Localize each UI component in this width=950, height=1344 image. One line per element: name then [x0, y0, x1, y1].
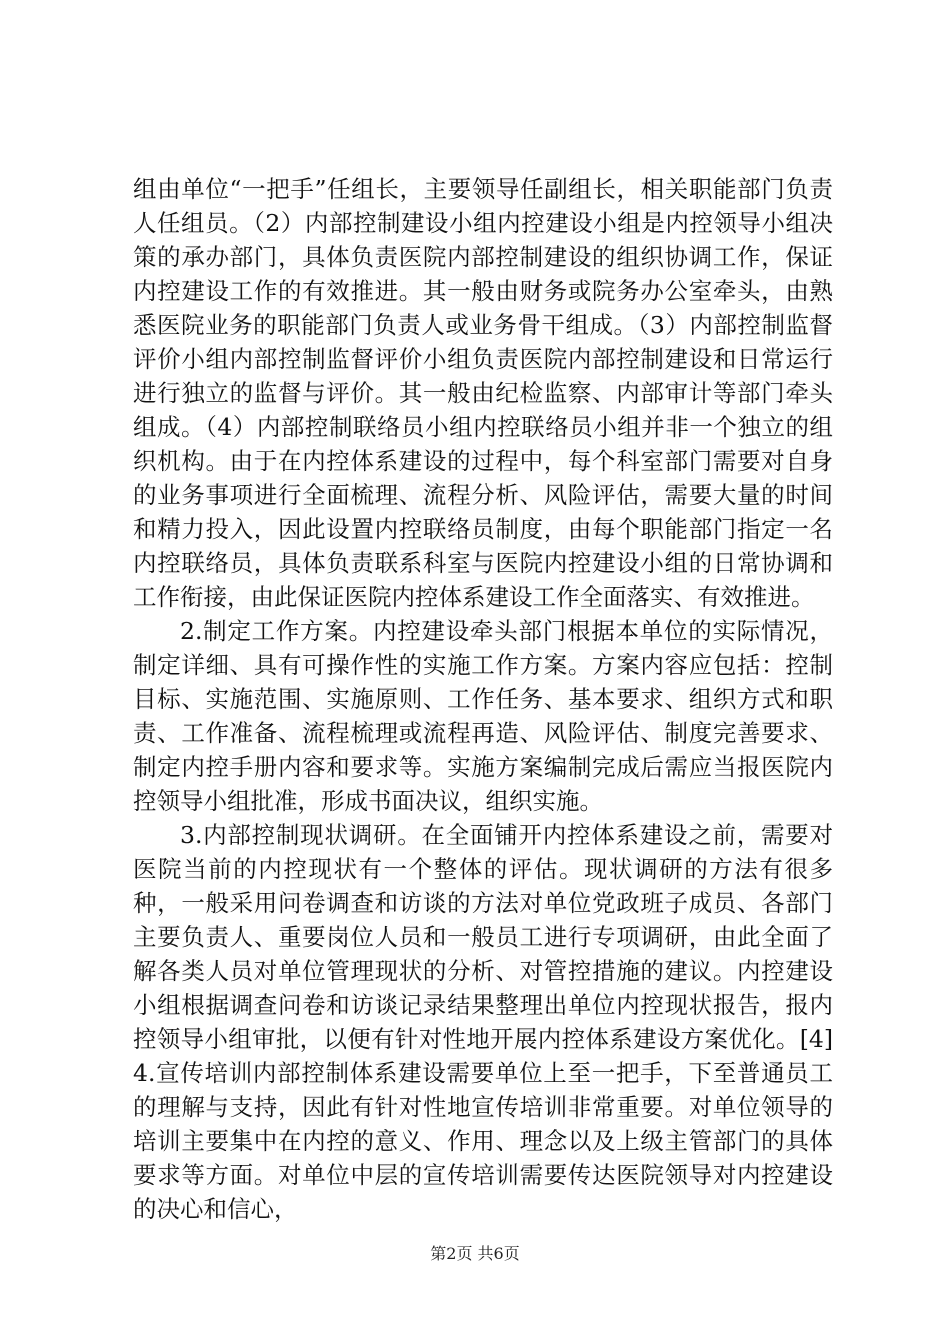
paragraph-1: 组由单位“一把手”任组长，主要领导任副组长，相关职能部门负责人任组员。（2）内部控制建设小组内控建设小组是内控领导小组决策的承办部门，具体负责医院内部控制建设的组织协调工作，保证内控建设工作的有效推进。其一般由财务或院务办公室牵头，由熟悉医院业务的职能部门负责人或业务骨干组成。（3）内部控制监督评价小组内部控制监督评价小组负责医院内部控制建设和日常运行进行独立的监督与评价。其一般由纪检监察、内部审计等部门牵头组成。（4）内部控制联络员小组内控联络员小组并非一个独立的组织机构。由于在内控体系建设的过程中，每个科室部门需要对自身的业务事项进行全面梳理、流程分析、风险评估，需要大量的时间和精力投入，因此设置内控联络员制度，由每个职能部门指定一名内控联络员，具体负责联系科室与医院内控建设小组的日常协调和工作衔接，由此保证医院内控体系建设工作全面落实、有效推进。	[133, 175, 833, 611]
paragraph-2: 2.制定工作方案。内控建设牵头部门根据本单位的实际情况，制定详细、具有可操作性的实施工作方案。方案内容应包括：控制目标、实施范围、实施原则、工作任务、基本要求、组织方式和职责、工作准备、流程梳理或流程再造、风险评估、制度完善要求、制定内控手册内容和要求等。实施方案编制完成后需应当报医院内控领导小组批准，形成书面决议，组织实施。	[133, 617, 833, 815]
document-body	[133, 172, 833, 1226]
page-footer: 第2页 共6页	[430, 1244, 520, 1263]
paragraph-3: 3.内部控制现状调研。在全面铺开内控体系建设之前，需要对医院当前的内控现状有一个整体的评估。现状调研的方法有很多种，一般采用问卷调查和访谈的方法对单位党政班子成员、各部门主要负责人、重要岗位人员和一般员工进行专项调研，由此全面了解各类人员对单位管理现状的分析、对管控措施的建议。内控建设小组根据调查问卷和访谈记录结果整理出单位内控现状报告，报内控领导小组审批，以便有针对性地开展内控体系建设方案优化。[4]4.宣传培训内部控制体系建设需要单位上至一把手，下至普通员工的理解与支持，因此有针对性地宣传培训非常重要。对单位领导的培训主要集中在内控的意义、作用、理念以及上级主管部门的具体要求等方面。对单位中层的宣传培训需要传达医院领导对内控建设的决心和信心，	[133, 821, 833, 1223]
